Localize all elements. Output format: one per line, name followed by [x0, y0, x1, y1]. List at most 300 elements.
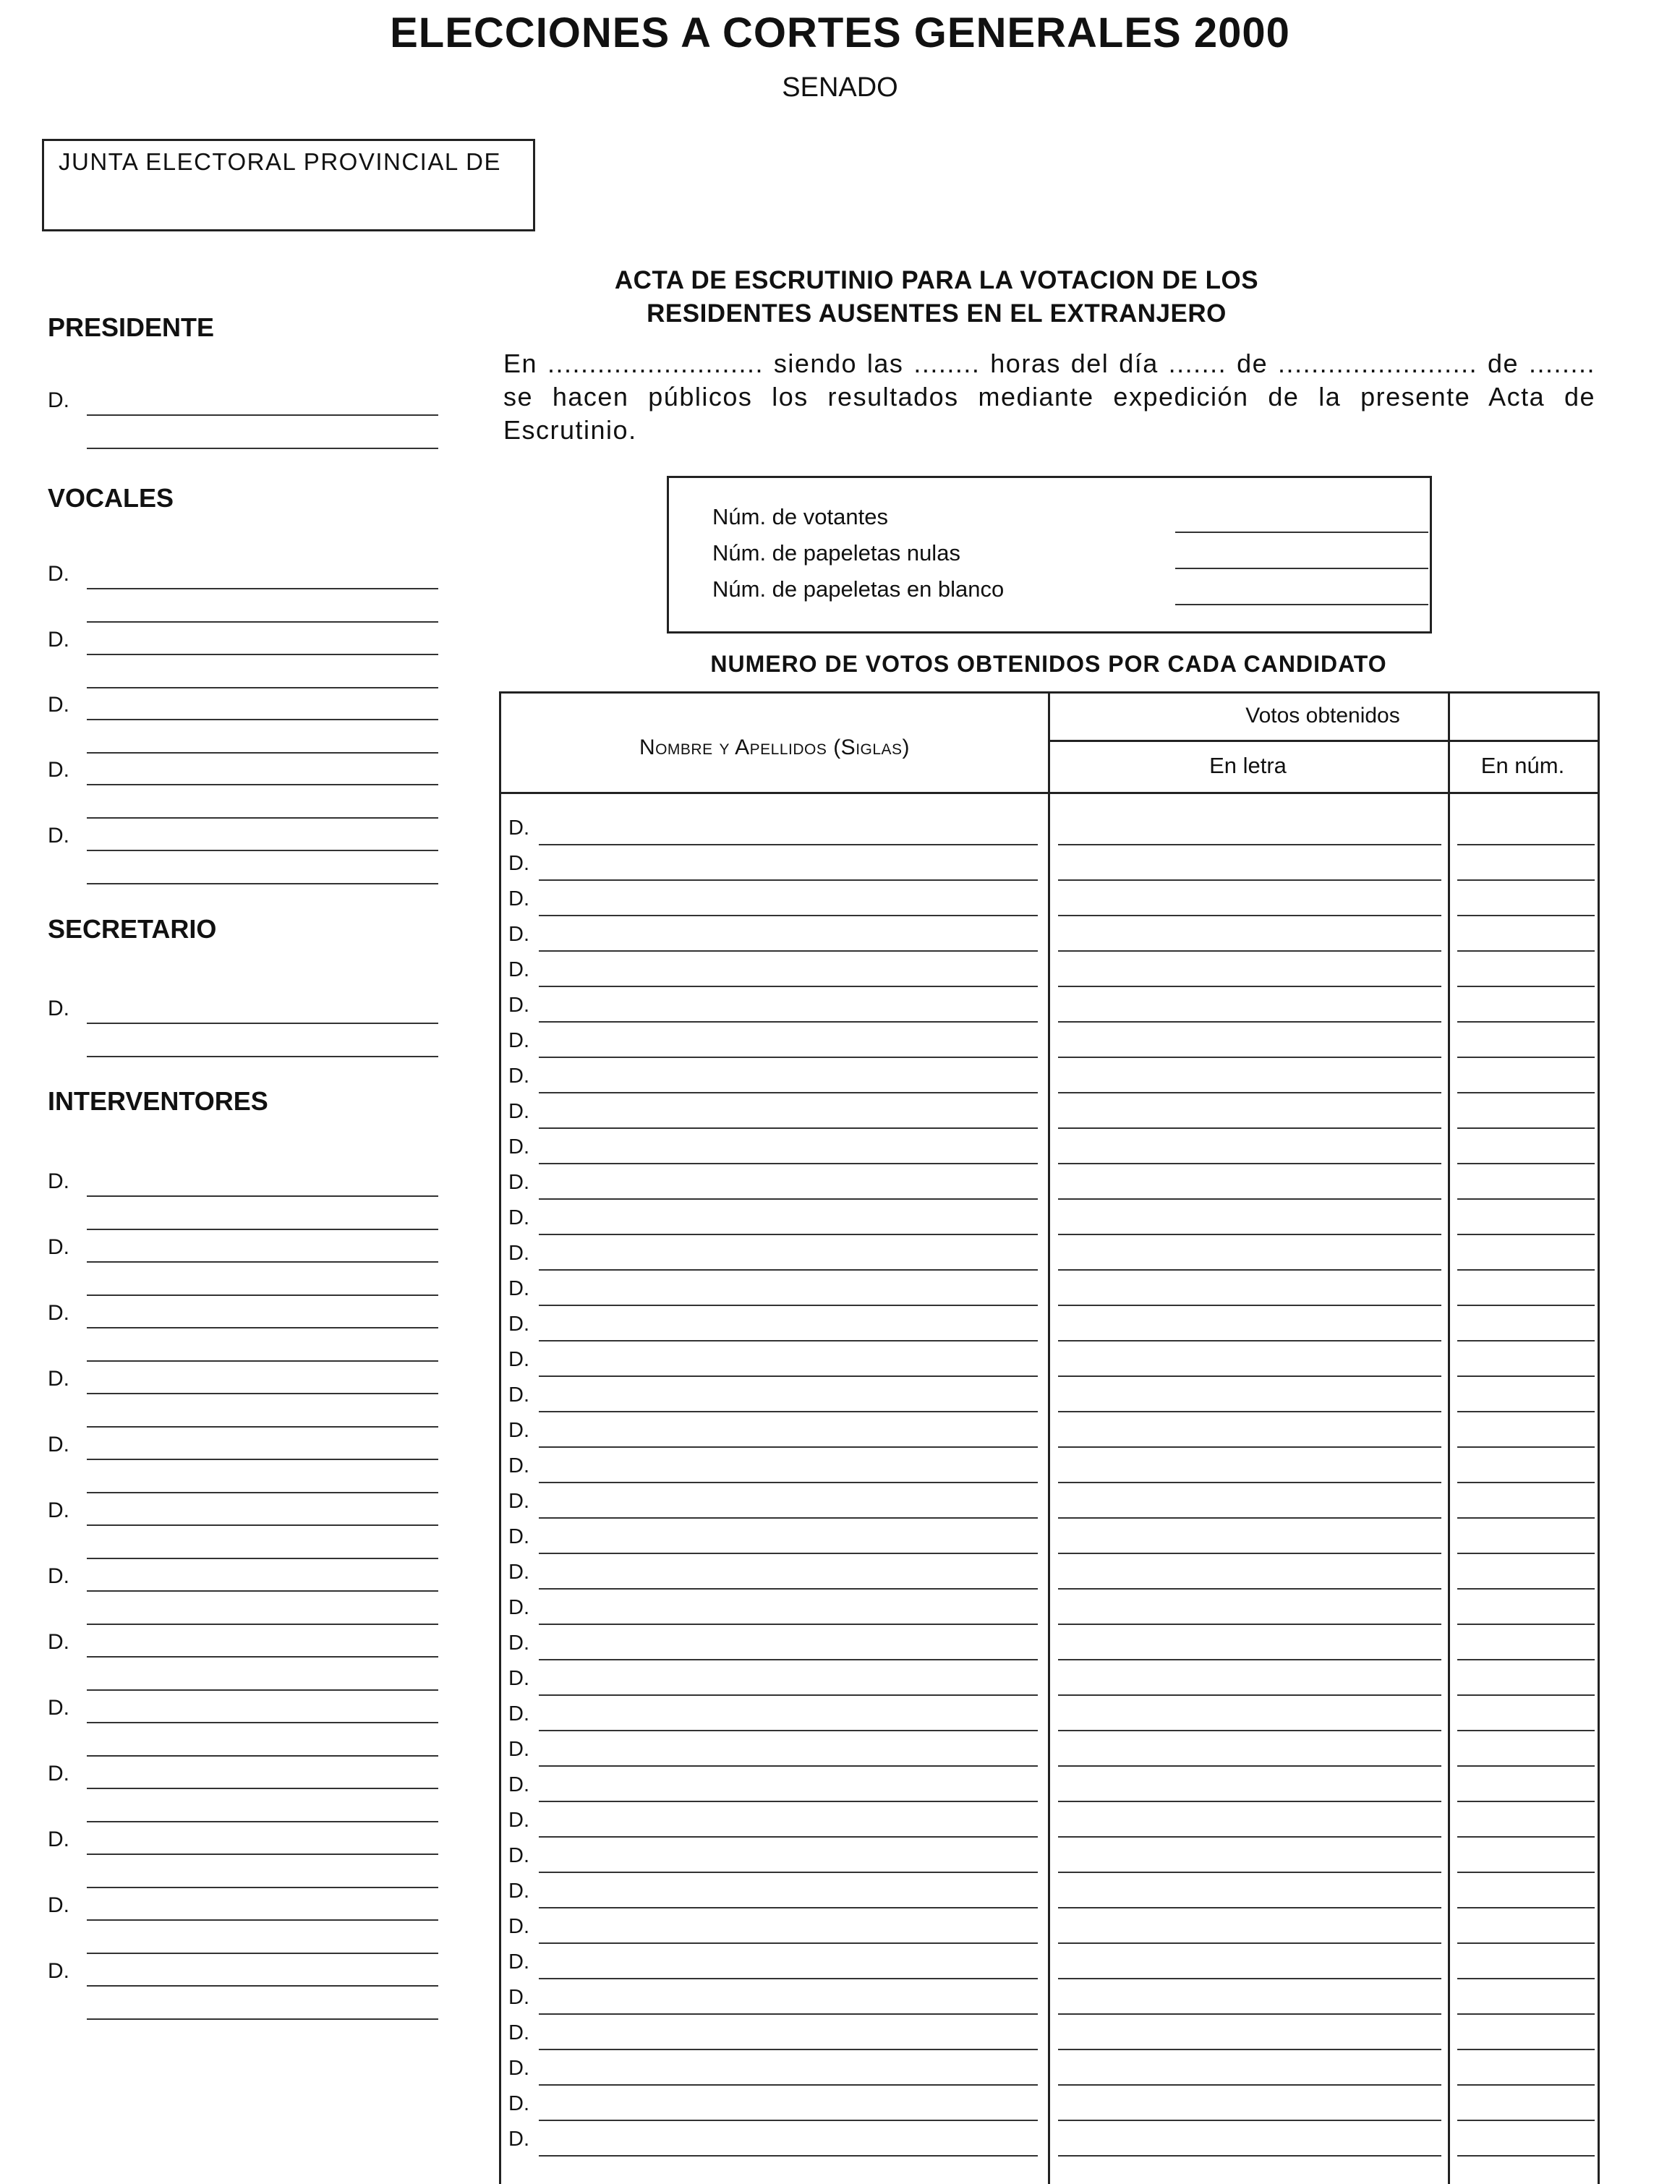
votes-in-number-line[interactable]	[1457, 986, 1595, 987]
header-bottom-border	[501, 792, 1598, 794]
signature-prefix: D.	[48, 693, 69, 717]
signature-row	[48, 1498, 438, 1564]
votes-in-number-line[interactable]	[1457, 1765, 1595, 1767]
candidate-name-line[interactable]	[539, 1446, 1038, 1448]
votes-in-number-line[interactable]	[1457, 2120, 1595, 2121]
votes-in-words-line[interactable]	[1058, 1694, 1441, 1696]
signature-line[interactable]	[87, 817, 438, 819]
signature-line[interactable]	[87, 1459, 438, 1460]
signature-prefix: D.	[48, 997, 69, 1020]
candidate-name-line[interactable]	[539, 950, 1038, 952]
votes-in-words-line[interactable]	[1058, 1659, 1441, 1660]
signature-line[interactable]	[87, 1656, 438, 1658]
votes-in-number-line[interactable]	[1457, 1907, 1595, 1908]
column-header-nombre	[501, 735, 1048, 760]
candidate-name-line[interactable]	[539, 1553, 1038, 1554]
votes-in-words-line[interactable]	[1058, 1198, 1441, 1200]
candidate-name-line[interactable]	[539, 1198, 1038, 1200]
candidate-row	[501, 1804, 1598, 1839]
signature-line[interactable]	[87, 1854, 438, 1855]
votantes-row	[712, 504, 1399, 533]
votes-in-number-line[interactable]	[1457, 1021, 1595, 1023]
votes-in-number-line[interactable]	[1457, 2049, 1595, 2050]
counts-box	[667, 476, 1432, 634]
signature-row	[48, 388, 438, 453]
votes-in-number-line[interactable]	[1457, 1198, 1595, 1200]
votes-in-words-line[interactable]	[1058, 1482, 1441, 1483]
candidate-row	[501, 954, 1598, 989]
candidate-row	[501, 2052, 1598, 2087]
votantes-input-line[interactable]	[1175, 532, 1428, 533]
junta-electoral-label: JUNTA ELECTORAL PROVINCIAL DE	[59, 148, 501, 175]
candidate-prefix: D.	[508, 2128, 529, 2151]
signature-line[interactable]	[87, 1985, 438, 1987]
candidate-name-line[interactable]	[539, 1482, 1038, 1483]
votes-in-words-line[interactable]	[1058, 1978, 1441, 1979]
candidate-prefix: D.	[508, 1171, 529, 1194]
candidate-row	[501, 1273, 1598, 1308]
votes-in-words-line[interactable]	[1058, 1765, 1441, 1767]
votes-in-words-line[interactable]	[1058, 1730, 1441, 1731]
signature-line[interactable]	[87, 621, 438, 623]
candidate-row	[501, 848, 1598, 882]
candidate-row	[501, 1379, 1598, 1414]
candidate-row	[501, 2123, 1598, 2158]
candidate-prefix: D.	[508, 1065, 529, 1088]
candidate-row	[501, 1982, 1598, 2016]
votes-in-words-line[interactable]	[1058, 1269, 1441, 1271]
candidate-prefix: D.	[508, 1454, 529, 1477]
votes-in-number-line[interactable]	[1457, 1694, 1595, 1696]
candidate-name-line[interactable]	[539, 915, 1038, 916]
votes-in-number-line[interactable]	[1457, 1517, 1595, 1519]
votes-in-words-line[interactable]	[1058, 1588, 1441, 1590]
candidate-prefix: D.	[508, 1242, 529, 1265]
votes-in-number-line[interactable]	[1457, 2013, 1595, 2015]
candidate-prefix: D.	[508, 887, 529, 910]
candidate-name-line[interactable]	[539, 1127, 1038, 1129]
signature-line[interactable]	[87, 1722, 438, 1723]
votes-in-words-line[interactable]	[1058, 1092, 1441, 1093]
votes-in-words-line[interactable]	[1058, 2013, 1441, 2015]
votes-in-words-line[interactable]	[1058, 1057, 1441, 1058]
signature-line[interactable]	[87, 1195, 438, 1197]
votes-in-number-line[interactable]	[1457, 879, 1595, 881]
signature-line[interactable]	[87, 1261, 438, 1263]
signature-prefix: D.	[48, 1762, 69, 1786]
votes-in-words-line[interactable]	[1058, 2120, 1441, 2121]
nulas-row	[712, 540, 1399, 569]
candidate-row	[501, 1166, 1598, 1201]
candidate-row	[501, 1556, 1598, 1591]
acta-title-line-1: ACTA DE ESCRUTINIO PARA LA VOTACION DE LOS	[614, 266, 1259, 294]
votes-in-words-line[interactable]	[1058, 1907, 1441, 1908]
candidate-prefix: D.	[508, 1525, 529, 1548]
votes-in-number-line[interactable]	[1457, 1340, 1595, 1341]
signature-row	[48, 628, 438, 693]
votes-in-number-line[interactable]	[1457, 2155, 1595, 2157]
candidate-row	[501, 1415, 1598, 1449]
candidate-prefix: D.	[508, 1561, 529, 1584]
presidente-heading: PRESIDENTE	[48, 312, 215, 342]
candidate-name-line[interactable]	[539, 1730, 1038, 1731]
candidate-name-line[interactable]	[539, 1375, 1038, 1377]
candidate-name-line[interactable]	[539, 1694, 1038, 1696]
candidate-prefix: D.	[508, 1880, 529, 1903]
candidate-name-line[interactable]	[539, 986, 1038, 987]
votes-in-words-line[interactable]	[1058, 1411, 1441, 1412]
candidate-row	[501, 1308, 1598, 1343]
signature-row	[48, 997, 438, 1062]
candidate-name-line[interactable]	[539, 1234, 1038, 1235]
votes-in-number-line[interactable]	[1457, 950, 1595, 952]
votes-in-number-line[interactable]	[1457, 1836, 1595, 1838]
candidate-name-line[interactable]	[539, 1021, 1038, 1023]
signature-row	[48, 1696, 438, 1761]
signature-prefix: D.	[48, 628, 69, 652]
candidate-row	[501, 1840, 1598, 1874]
signature-row	[48, 1301, 438, 1366]
column-header-num: En núm.	[1480, 753, 1565, 778]
votantes-label: Núm. de votantes	[712, 504, 888, 529]
signature-line[interactable]	[87, 448, 438, 449]
signature-line[interactable]	[87, 414, 438, 416]
candidate-row	[501, 883, 1598, 918]
candidate-row	[501, 1698, 1598, 1733]
votes-in-number-line[interactable]	[1457, 1375, 1595, 1377]
signature-row	[48, 1893, 438, 1958]
candidate-row	[501, 1202, 1598, 1237]
signature-line[interactable]	[87, 1492, 438, 1493]
candidate-row	[501, 1344, 1598, 1378]
signature-line[interactable]	[87, 719, 438, 720]
candidate-row	[501, 1592, 1598, 1626]
candidate-row	[501, 1875, 1598, 1910]
candidate-prefix: D.	[508, 1631, 529, 1655]
candidate-name-line[interactable]	[539, 1801, 1038, 1802]
votes-in-words-line[interactable]	[1058, 1234, 1441, 1235]
candidate-prefix: D.	[508, 1490, 529, 1513]
candidates-heading: NUMERO DE VOTOS OBTENIDOS POR CADA CANDIDATO	[710, 651, 1387, 677]
votes-in-words-line[interactable]	[1058, 1942, 1441, 1944]
candidate-name-line[interactable]	[539, 1978, 1038, 1979]
candidate-row	[501, 1911, 1598, 1945]
signature-line[interactable]	[87, 1919, 438, 1921]
votes-in-number-line[interactable]	[1457, 1305, 1595, 1306]
candidate-row	[501, 2017, 1598, 2052]
candidate-prefix: D.	[508, 1135, 529, 1159]
signature-line[interactable]	[87, 1426, 438, 1428]
candidate-row	[501, 918, 1598, 953]
signature-row	[48, 1367, 438, 1432]
votes-in-number-line[interactable]	[1457, 1659, 1595, 1660]
candidate-prefix: D.	[508, 852, 529, 875]
candidate-row	[501, 812, 1598, 847]
votes-in-number-line[interactable]	[1457, 844, 1595, 845]
signature-prefix: D.	[48, 1169, 69, 1193]
signature-prefix: D.	[48, 1301, 69, 1325]
votes-in-number-line[interactable]	[1457, 1127, 1595, 1129]
votes-in-number-line[interactable]	[1457, 1092, 1595, 1093]
votes-in-number-line[interactable]	[1457, 1446, 1595, 1448]
vocales-heading: VOCALES	[48, 483, 174, 513]
page-subtitle: SENADO	[782, 72, 898, 103]
candidate-name-line[interactable]	[539, 2084, 1038, 2086]
acta-title	[499, 264, 1374, 330]
candidate-prefix: D.	[508, 1667, 529, 1690]
signature-row	[48, 1762, 438, 1827]
header-divider	[1048, 740, 1598, 742]
candidate-prefix: D.	[508, 1419, 529, 1442]
signature-prefix: D.	[48, 1827, 69, 1851]
signature-line[interactable]	[87, 752, 438, 754]
votes-in-number-line[interactable]	[1457, 1482, 1595, 1483]
votes-in-number-line[interactable]	[1457, 1057, 1595, 1058]
signature-line[interactable]	[87, 1393, 438, 1394]
candidate-row	[501, 1025, 1598, 1059]
signature-line[interactable]	[87, 1624, 438, 1625]
signature-prefix: D.	[48, 1367, 69, 1391]
candidate-prefix: D.	[508, 1915, 529, 1938]
candidate-name-line[interactable]	[539, 1163, 1038, 1164]
candidates-table	[499, 691, 1600, 2184]
signature-line[interactable]	[87, 1887, 438, 1888]
votes-in-number-line[interactable]	[1457, 915, 1595, 916]
signature-line[interactable]	[87, 1056, 438, 1057]
candidate-row	[501, 1946, 1598, 1981]
candidate-name-line[interactable]	[539, 1411, 1038, 1412]
votes-in-words-line[interactable]	[1058, 1305, 1441, 1306]
candidate-name-line[interactable]	[539, 2049, 1038, 2050]
votes-in-words-line[interactable]	[1058, 1163, 1441, 1164]
nulas-label: Núm. de papeletas nulas	[712, 540, 960, 566]
signature-row	[48, 693, 438, 758]
signature-line[interactable]	[87, 1788, 438, 1789]
candidate-prefix: D.	[508, 1277, 529, 1300]
candidate-prefix: D.	[508, 1029, 529, 1052]
votes-in-words-line[interactable]	[1058, 1836, 1441, 1838]
column-header-votos: Votos obtenidos	[1245, 704, 1400, 728]
signature-prefix: D.	[48, 1893, 69, 1917]
candidate-name-line[interactable]	[539, 2155, 1038, 2157]
candidate-name-line[interactable]	[539, 2013, 1038, 2015]
candidate-prefix: D.	[508, 2092, 529, 2115]
candidate-name-line[interactable]	[539, 1659, 1038, 1660]
interventores-heading: INTERVENTORES	[48, 1086, 268, 1116]
candidate-name-line[interactable]	[539, 2120, 1038, 2121]
votes-in-number-line[interactable]	[1457, 1588, 1595, 1590]
candidate-row	[501, 1663, 1598, 1697]
votes-in-words-line[interactable]	[1058, 2084, 1441, 2086]
votes-in-words-line[interactable]	[1058, 1872, 1441, 1873]
signature-line[interactable]	[87, 1023, 438, 1024]
candidate-row	[501, 1096, 1598, 1130]
signature-prefix: D.	[48, 1564, 69, 1588]
signature-row	[48, 1235, 438, 1300]
candidate-prefix: D.	[508, 1773, 529, 1796]
votes-in-number-line[interactable]	[1457, 1234, 1595, 1235]
signature-line[interactable]	[87, 687, 438, 688]
candidate-prefix: D.	[508, 816, 529, 840]
blanco-label: Núm. de papeletas en blanco	[712, 576, 1005, 602]
candidate-row	[501, 1485, 1598, 1520]
signature-line[interactable]	[87, 1590, 438, 1592]
votes-in-number-line[interactable]	[1457, 1411, 1595, 1412]
votes-in-words-line[interactable]	[1058, 1375, 1441, 1377]
votes-in-words-line[interactable]	[1058, 2155, 1441, 2157]
candidate-row	[501, 1060, 1598, 1095]
candidate-name-line[interactable]	[539, 1765, 1038, 1767]
candidate-prefix: D.	[508, 2021, 529, 2044]
candidate-name-line[interactable]	[539, 1872, 1038, 1873]
signature-line[interactable]	[87, 784, 438, 785]
votes-in-words-line[interactable]	[1058, 915, 1441, 916]
signature-row	[48, 824, 438, 889]
column-header-letra: En letra	[1209, 753, 1287, 778]
signature-line[interactable]	[87, 850, 438, 851]
signature-prefix: D.	[48, 758, 69, 782]
candidate-name-line[interactable]	[539, 1092, 1038, 1093]
signature-row	[48, 1169, 438, 1234]
candidate-row	[501, 1521, 1598, 1556]
candidate-prefix: D.	[508, 2057, 529, 2080]
secretario-heading: SECRETARIO	[48, 914, 217, 944]
candidate-name-line[interactable]	[539, 1588, 1038, 1590]
candidate-name-line[interactable]	[539, 879, 1038, 881]
candidate-row	[501, 1769, 1598, 1804]
votes-in-number-line[interactable]	[1457, 1553, 1595, 1554]
signature-line[interactable]	[87, 654, 438, 655]
signature-prefix: D.	[48, 1959, 69, 1983]
signature-row	[48, 562, 438, 627]
votes-in-words-line[interactable]	[1058, 1624, 1441, 1625]
votes-in-number-line[interactable]	[1457, 1269, 1595, 1271]
candidate-name-line[interactable]	[539, 1942, 1038, 1944]
votes-in-words-line[interactable]	[1058, 1801, 1441, 1802]
candidate-row	[501, 1733, 1598, 1768]
acta-title-line-2: RESIDENTES AUSENTES EN EL EXTRANJERO	[647, 299, 1227, 328]
signature-line[interactable]	[87, 588, 438, 589]
signature-prefix: D.	[48, 562, 69, 586]
signature-row	[48, 1564, 438, 1629]
votes-in-words-line[interactable]	[1058, 1021, 1441, 1023]
signature-line[interactable]	[87, 1953, 438, 1954]
signature-line[interactable]	[87, 1755, 438, 1757]
candidate-prefix: D.	[508, 1738, 529, 1761]
candidate-prefix: D.	[508, 1844, 529, 1867]
signature-prefix: D.	[48, 388, 69, 412]
blanco-row	[712, 576, 1399, 605]
candidate-name-line[interactable]	[539, 1517, 1038, 1519]
signature-prefix: D.	[48, 824, 69, 848]
candidate-prefix: D.	[508, 1313, 529, 1336]
votes-in-words-line[interactable]	[1058, 1517, 1441, 1519]
candidate-row	[501, 989, 1598, 1024]
signature-row	[48, 1433, 438, 1498]
signature-line[interactable]	[87, 1689, 438, 1691]
candidate-prefix: D.	[508, 1348, 529, 1371]
signature-line[interactable]	[87, 1524, 438, 1526]
signature-line[interactable]	[87, 1558, 438, 1559]
votes-in-number-line[interactable]	[1457, 2084, 1595, 2086]
candidate-name-line[interactable]	[539, 1305, 1038, 1306]
votes-in-words-line[interactable]	[1058, 2049, 1441, 2050]
candidate-prefix: D.	[508, 1596, 529, 1619]
candidate-name-line[interactable]	[539, 1624, 1038, 1625]
candidate-prefix: D.	[508, 1702, 529, 1726]
candidate-prefix: D.	[508, 1986, 529, 2009]
signature-prefix: D.	[48, 1498, 69, 1522]
signature-line[interactable]	[87, 1821, 438, 1822]
candidate-prefix: D.	[508, 923, 529, 946]
signature-prefix: D.	[48, 1630, 69, 1654]
acta-paragraph: En .......................... siendo las ........ horas del día ....... de ........................ de ........ se hacen públicos los resultados mediante expedición de la presente Acta de Escrutinio.	[503, 349, 1595, 445]
candidate-prefix: D.	[508, 1206, 529, 1229]
candidate-prefix: D.	[508, 994, 529, 1017]
votes-in-number-line[interactable]	[1457, 1730, 1595, 1731]
signature-line[interactable]	[87, 2018, 438, 2020]
page-title: ELECCIONES A CORTES GENERALES 2000	[390, 9, 1290, 56]
candidate-name-line[interactable]	[539, 1340, 1038, 1341]
candidate-name-line[interactable]	[539, 1057, 1038, 1058]
votes-in-words-line[interactable]	[1058, 950, 1441, 952]
candidate-row	[501, 1450, 1598, 1485]
votes-in-number-line[interactable]	[1457, 1624, 1595, 1625]
votes-in-number-line[interactable]	[1457, 1942, 1595, 1944]
candidate-prefix: D.	[508, 1950, 529, 1974]
candidate-name-line[interactable]	[539, 1269, 1038, 1271]
votes-in-number-line[interactable]	[1457, 1872, 1595, 1873]
candidate-name-line[interactable]	[539, 1836, 1038, 1838]
candidate-prefix: D.	[508, 1383, 529, 1407]
signature-prefix: D.	[48, 1235, 69, 1259]
signature-line[interactable]	[87, 1327, 438, 1328]
blanco-input-line[interactable]	[1175, 604, 1428, 605]
candidate-row	[501, 1627, 1598, 1662]
signature-line[interactable]	[87, 1229, 438, 1230]
candidate-row	[501, 1131, 1598, 1166]
signature-line[interactable]	[87, 1360, 438, 1362]
votes-in-words-line[interactable]	[1058, 1340, 1441, 1341]
candidate-prefix: D.	[508, 1809, 529, 1832]
candidate-prefix: D.	[508, 958, 529, 981]
nulas-input-line[interactable]	[1175, 568, 1428, 569]
votes-in-words-line[interactable]	[1058, 1127, 1441, 1129]
signature-line[interactable]	[87, 1294, 438, 1296]
votes-in-number-line[interactable]	[1457, 1801, 1595, 1802]
votes-in-words-line[interactable]	[1058, 1553, 1441, 1554]
votes-in-words-line[interactable]	[1058, 1446, 1441, 1448]
column-header-nombre-text: Nombre y Apellidos (Siglas)	[639, 735, 911, 759]
votes-in-words-line[interactable]	[1058, 844, 1441, 845]
signature-row	[48, 758, 438, 823]
signature-row	[48, 1630, 438, 1695]
candidate-row	[501, 1237, 1598, 1272]
candidate-name-line[interactable]	[539, 1907, 1038, 1908]
signature-line[interactable]	[87, 883, 438, 884]
signature-prefix: D.	[48, 1433, 69, 1456]
candidate-row	[501, 2088, 1598, 2123]
junta-electoral-field[interactable]	[42, 139, 535, 231]
candidate-prefix: D.	[508, 1100, 529, 1123]
signature-prefix: D.	[48, 1696, 69, 1720]
signature-row	[48, 1827, 438, 1893]
votes-in-number-line[interactable]	[1457, 1163, 1595, 1164]
votes-in-words-line[interactable]	[1058, 986, 1441, 987]
candidate-name-line[interactable]	[539, 844, 1038, 845]
votes-in-words-line[interactable]	[1058, 879, 1441, 881]
votes-in-number-line[interactable]	[1457, 1978, 1595, 1979]
